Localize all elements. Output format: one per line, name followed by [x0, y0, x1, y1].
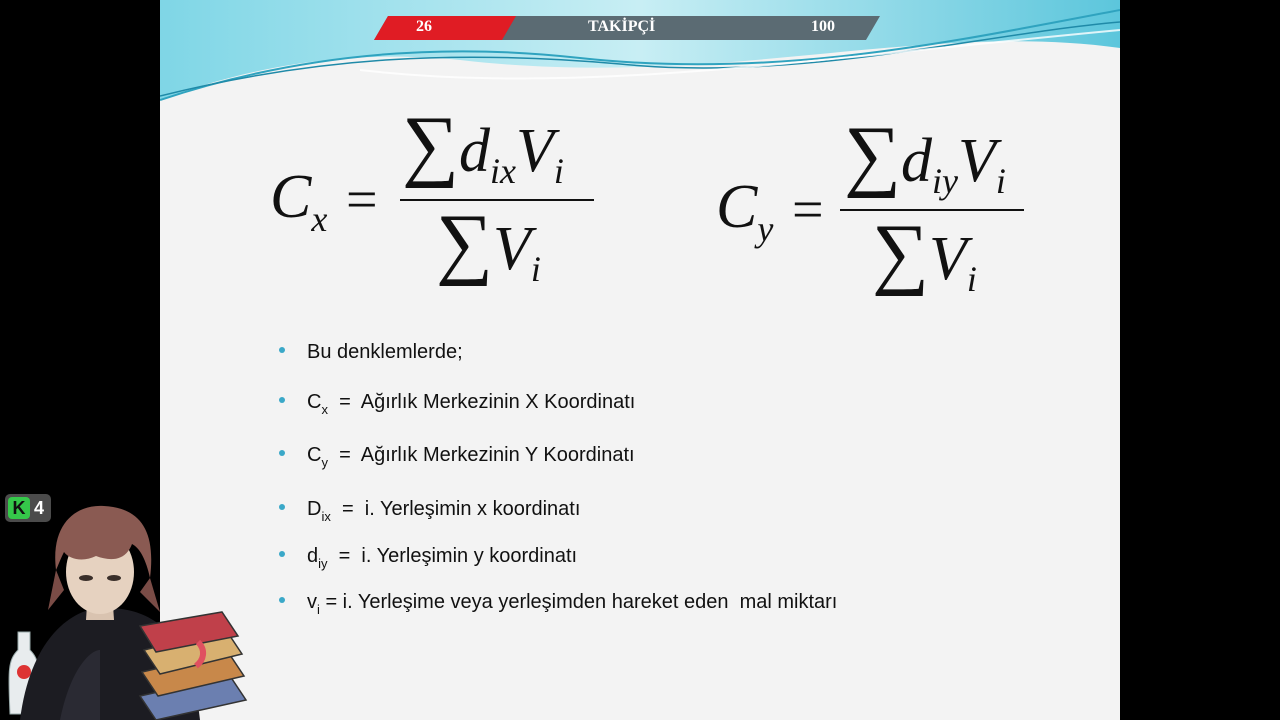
- formula-cy-equals: =: [792, 179, 824, 241]
- bullet-icon: [279, 397, 285, 403]
- bullet-icon: [279, 551, 285, 557]
- formula-cx: [270, 101, 600, 300]
- follower-progress-bar: [374, 16, 880, 40]
- formula-cx-equals: =: [346, 169, 378, 231]
- formula-cy: [716, 111, 1046, 310]
- books-icon: [140, 612, 246, 720]
- bullet-icon: [279, 347, 285, 353]
- formula-cx-lhs: $C_x$: [270, 163, 328, 239]
- follower-title: TAKİPÇİ: [588, 18, 656, 35]
- formula-cy-numerator: ∑diyVi: [844, 111, 1006, 201]
- formula-cy-lhs: $C_y$: [716, 173, 774, 249]
- viewer-count: 4: [34, 498, 45, 518]
- bullet-icon: [279, 450, 285, 456]
- bullet-icon: [279, 597, 285, 603]
- presentation-slide: 26 TAKİPÇİ 100 $C_x$ = ∑dixVi ∑Vi $C_y$ = ∑diyVi ∑Vi Bu denklemlerde; $C_x$ = Ağırlık Merkezinin X Koordinatı $C_y$ = Ağırlık Merkezinin Y Koordinatı $D_{ix} = i$. Yerleşimin x koordinatı $d_{iy} = i$. Yerleşimin y koordinatı $v_i = i$. Yerleşime veya yerleşimden hareket eden mal miktarı: [160, 0, 1120, 720]
- formula-cx-denominator: ∑Vi: [436, 199, 541, 289]
- follower-goal-count: 100: [811, 18, 835, 35]
- follower-current-count: 26: [416, 18, 432, 35]
- formula-cy-denominator: ∑Vi: [872, 209, 977, 299]
- kick-logo-icon: K: [8, 497, 30, 519]
- streamer-avatar: [0, 500, 270, 720]
- formula-cx-numerator: ∑dixVi: [402, 101, 564, 191]
- bullet-icon: [279, 504, 285, 510]
